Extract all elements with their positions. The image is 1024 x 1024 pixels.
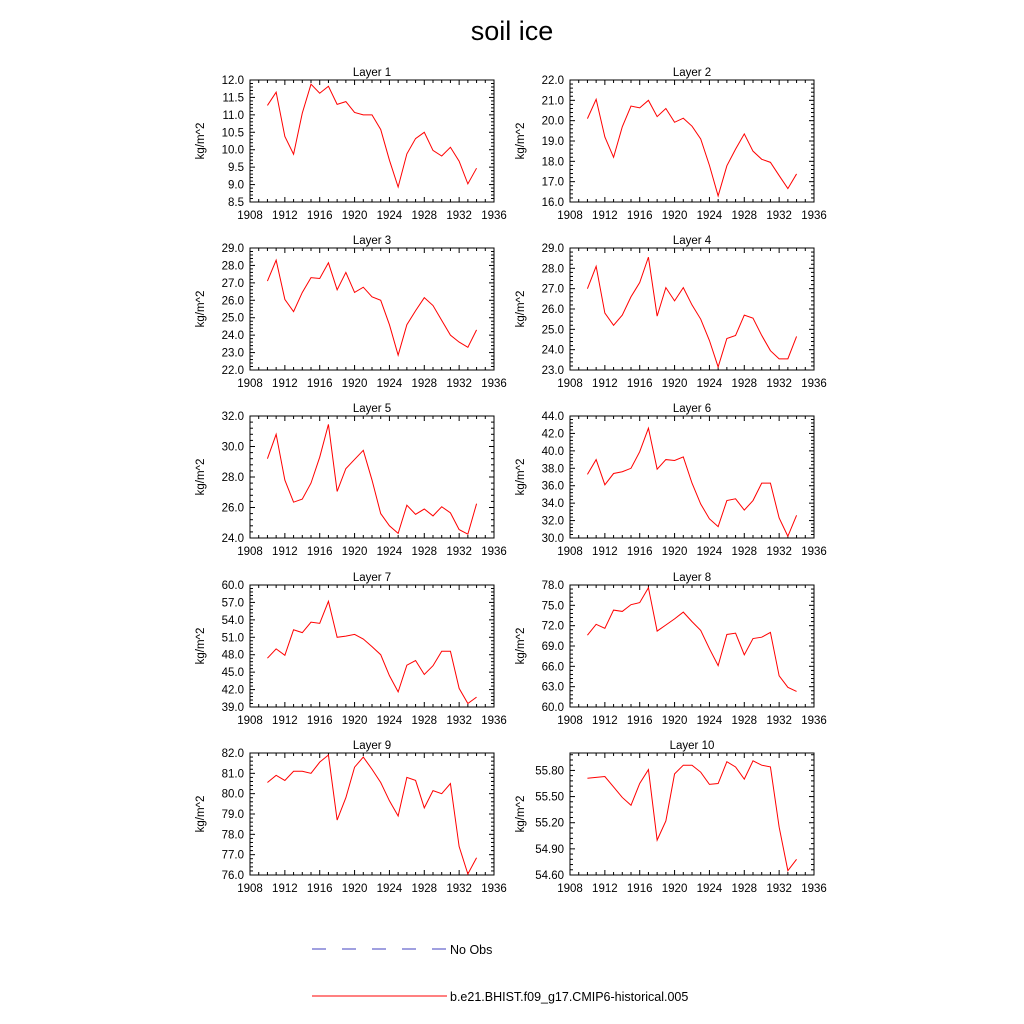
x-tick-label: 1928 bbox=[731, 546, 758, 558]
y-tick-label: 44.0 bbox=[541, 411, 564, 423]
x-tick-label: 1932 bbox=[446, 715, 472, 727]
x-tick-label: 1916 bbox=[306, 715, 333, 727]
x-tick-label: 1936 bbox=[801, 715, 827, 727]
panel-title: Layer 8 bbox=[672, 572, 712, 584]
x-tick-label: 1924 bbox=[376, 883, 403, 895]
x-tick-label: 1932 bbox=[766, 883, 792, 895]
y-tick-label: 60.0 bbox=[221, 580, 244, 592]
legend-label-no-obs: No Obs bbox=[450, 943, 493, 957]
y-tick-label: 77.0 bbox=[221, 849, 244, 862]
panel-title: Layer 10 bbox=[669, 740, 715, 752]
y-tick-label: 54.0 bbox=[221, 614, 244, 627]
y-tick-label: 60.0 bbox=[541, 702, 564, 714]
y-tick-label: 26.0 bbox=[541, 304, 564, 316]
panel-7 bbox=[195, 572, 507, 727]
x-tick-label: 1916 bbox=[626, 715, 653, 727]
panel-title: Layer 9 bbox=[352, 740, 392, 752]
x-tick-label: 1924 bbox=[696, 546, 723, 558]
x-tick-label: 1928 bbox=[411, 883, 438, 895]
y-tick-label: 32.0 bbox=[221, 411, 244, 423]
x-tick-label: 1928 bbox=[411, 378, 438, 390]
y-tick-label: 57.0 bbox=[221, 597, 244, 610]
y-tick-label: 40.0 bbox=[541, 445, 564, 458]
y-tick-label: 39.0 bbox=[221, 702, 244, 714]
y-tick-label: 17.0 bbox=[541, 176, 564, 189]
y-tick-label: 25.0 bbox=[221, 312, 244, 325]
x-tick-label: 1920 bbox=[341, 210, 368, 222]
y-tick-label: 9.5 bbox=[228, 162, 244, 175]
panel-title: Layer 2 bbox=[672, 67, 712, 79]
series-line bbox=[587, 99, 796, 196]
panel-title: Layer 5 bbox=[352, 403, 392, 415]
x-tick-label: 1908 bbox=[557, 883, 583, 895]
y-axis-label: kg/m^2 bbox=[195, 290, 207, 328]
x-tick-label: 1928 bbox=[411, 546, 438, 558]
x-tick-label: 1920 bbox=[341, 378, 368, 390]
x-tick-label: 1936 bbox=[801, 546, 827, 558]
y-tick-label: 22.0 bbox=[541, 75, 564, 87]
y-axis-label: kg/m^2 bbox=[195, 122, 207, 160]
y-tick-label: 28.0 bbox=[221, 472, 244, 484]
x-tick-label: 1916 bbox=[306, 378, 333, 390]
series-line bbox=[587, 761, 796, 871]
y-tick-label: 51.0 bbox=[221, 632, 244, 645]
x-tick-label: 1912 bbox=[272, 546, 298, 558]
panel-1 bbox=[195, 67, 507, 222]
plot-frame bbox=[570, 585, 814, 707]
y-tick-label: 18.0 bbox=[541, 156, 564, 169]
x-tick-label: 1932 bbox=[766, 715, 792, 727]
x-tick-label: 1932 bbox=[446, 378, 472, 390]
y-tick-label: 22.0 bbox=[221, 365, 244, 377]
y-tick-label: 23.0 bbox=[541, 365, 564, 377]
x-tick-label: 1928 bbox=[411, 715, 438, 727]
y-tick-label: 23.0 bbox=[221, 347, 244, 360]
x-tick-label: 1936 bbox=[481, 715, 507, 727]
x-tick-label: 1928 bbox=[731, 715, 758, 727]
y-tick-label: 26.0 bbox=[221, 502, 244, 515]
y-tick-label: 24.0 bbox=[541, 344, 564, 357]
x-tick-label: 1908 bbox=[237, 546, 263, 558]
plot-frame bbox=[250, 416, 494, 538]
y-tick-label: 63.0 bbox=[541, 681, 564, 694]
y-tick-label: 80.0 bbox=[221, 788, 244, 801]
y-tick-label: 69.0 bbox=[541, 641, 564, 653]
x-tick-label: 1924 bbox=[696, 883, 723, 895]
x-tick-label: 1936 bbox=[481, 546, 507, 558]
panel-10 bbox=[515, 740, 827, 895]
y-tick-label: 48.0 bbox=[221, 649, 244, 662]
panel-6 bbox=[515, 403, 827, 558]
x-tick-label: 1912 bbox=[272, 715, 298, 727]
x-tick-label: 1912 bbox=[592, 378, 618, 390]
x-tick-label: 1924 bbox=[376, 546, 403, 558]
y-tick-label: 26.0 bbox=[221, 295, 244, 308]
y-tick-label: 10.5 bbox=[221, 127, 244, 140]
y-tick-label: 11.0 bbox=[222, 109, 244, 122]
x-tick-label: 1936 bbox=[801, 210, 827, 222]
x-tick-label: 1912 bbox=[592, 715, 618, 727]
y-tick-label: 78.0 bbox=[221, 829, 244, 842]
series-line bbox=[587, 257, 796, 367]
x-tick-label: 1936 bbox=[481, 210, 507, 222]
x-tick-label: 1932 bbox=[446, 883, 472, 895]
x-tick-label: 1908 bbox=[237, 715, 263, 727]
plot-frame bbox=[570, 248, 814, 370]
y-tick-label: 16.0 bbox=[541, 197, 564, 209]
x-tick-label: 1912 bbox=[272, 883, 298, 895]
y-tick-label: 11.5 bbox=[222, 92, 244, 105]
y-tick-label: 38.0 bbox=[541, 463, 564, 476]
x-tick-label: 1924 bbox=[376, 715, 403, 727]
y-tick-label: 81.0 bbox=[221, 768, 244, 781]
x-tick-label: 1916 bbox=[626, 378, 653, 390]
x-tick-label: 1916 bbox=[626, 883, 653, 895]
y-tick-label: 19.0 bbox=[541, 136, 564, 148]
x-tick-label: 1916 bbox=[306, 210, 333, 222]
y-tick-label: 20.0 bbox=[541, 115, 564, 128]
x-tick-label: 1924 bbox=[376, 378, 403, 390]
y-tick-label: 76.0 bbox=[221, 870, 244, 882]
x-tick-label: 1932 bbox=[766, 378, 792, 390]
plot-frame bbox=[570, 416, 814, 538]
series-line bbox=[587, 588, 796, 692]
x-tick-label: 1908 bbox=[237, 883, 263, 895]
x-tick-label: 1924 bbox=[696, 210, 723, 222]
y-tick-label: 45.0 bbox=[221, 667, 244, 680]
series-line bbox=[267, 755, 476, 874]
series-line bbox=[267, 84, 476, 187]
x-tick-label: 1920 bbox=[661, 210, 688, 222]
y-tick-label: 27.0 bbox=[221, 277, 244, 290]
x-tick-label: 1912 bbox=[592, 883, 618, 895]
y-tick-label: 32.0 bbox=[541, 515, 564, 528]
legend-label-model: b.e21.BHIST.f09_g17.CMIP6-historical.005 bbox=[450, 990, 689, 1004]
panel-5 bbox=[195, 403, 507, 558]
panel-title: Layer 1 bbox=[352, 67, 392, 79]
chart-title: soil ice bbox=[470, 16, 554, 46]
x-tick-label: 1936 bbox=[801, 883, 827, 895]
x-tick-label: 1908 bbox=[237, 378, 263, 390]
y-tick-label: 9.0 bbox=[228, 179, 244, 192]
x-tick-label: 1908 bbox=[557, 378, 583, 390]
y-tick-label: 55.50 bbox=[535, 791, 564, 804]
y-tick-label: 25.0 bbox=[541, 324, 564, 337]
y-tick-label: 66.0 bbox=[541, 661, 564, 674]
x-tick-label: 1932 bbox=[446, 210, 472, 222]
y-tick-label: 55.80 bbox=[535, 765, 564, 778]
x-tick-label: 1928 bbox=[731, 883, 758, 895]
x-tick-label: 1916 bbox=[306, 883, 333, 895]
y-tick-label: 27.0 bbox=[541, 283, 564, 296]
panel-9 bbox=[195, 740, 507, 895]
series-line bbox=[267, 260, 476, 355]
y-tick-label: 42.0 bbox=[541, 428, 564, 441]
x-tick-label: 1932 bbox=[446, 546, 472, 558]
y-axis-label: kg/m^2 bbox=[515, 122, 527, 160]
panel-4 bbox=[515, 235, 827, 390]
y-tick-label: 28.0 bbox=[221, 260, 244, 273]
y-axis-label: kg/m^2 bbox=[195, 458, 207, 496]
y-tick-label: 36.0 bbox=[541, 480, 564, 493]
y-tick-label: 12.0 bbox=[221, 75, 244, 87]
x-tick-label: 1908 bbox=[557, 210, 583, 222]
y-tick-label: 54.60 bbox=[535, 870, 564, 882]
y-axis-label: kg/m^2 bbox=[515, 290, 527, 328]
plot-frame bbox=[250, 753, 494, 875]
y-tick-label: 8.5 bbox=[228, 197, 244, 209]
panel-title: Layer 7 bbox=[352, 572, 392, 584]
y-tick-label: 21.0 bbox=[541, 95, 564, 108]
panel-8 bbox=[515, 572, 827, 727]
y-tick-label: 30.0 bbox=[221, 441, 244, 454]
x-tick-label: 1936 bbox=[801, 378, 827, 390]
legend bbox=[312, 943, 688, 1004]
plot-frame bbox=[250, 248, 494, 370]
y-axis-label: kg/m^2 bbox=[515, 627, 527, 665]
panel-title: Layer 4 bbox=[672, 235, 712, 247]
y-tick-label: 42.0 bbox=[221, 684, 244, 697]
y-tick-label: 24.0 bbox=[221, 533, 244, 545]
y-tick-label: 29.0 bbox=[541, 243, 564, 255]
y-tick-label: 34.0 bbox=[541, 498, 564, 511]
x-tick-label: 1936 bbox=[481, 378, 507, 390]
x-tick-label: 1924 bbox=[696, 378, 723, 390]
series-line bbox=[267, 424, 476, 534]
y-tick-label: 30.0 bbox=[541, 533, 564, 545]
y-axis-label: kg/m^2 bbox=[195, 627, 207, 665]
x-tick-label: 1928 bbox=[411, 210, 438, 222]
x-tick-label: 1920 bbox=[341, 715, 368, 727]
x-tick-label: 1928 bbox=[731, 210, 758, 222]
x-tick-label: 1932 bbox=[766, 210, 792, 222]
series-line bbox=[587, 428, 796, 536]
y-tick-label: 10.0 bbox=[221, 144, 244, 157]
y-tick-label: 29.0 bbox=[221, 243, 244, 255]
x-tick-label: 1912 bbox=[272, 378, 298, 390]
x-tick-label: 1920 bbox=[341, 883, 368, 895]
x-tick-label: 1920 bbox=[661, 378, 688, 390]
x-tick-label: 1920 bbox=[661, 715, 688, 727]
y-tick-label: 79.0 bbox=[221, 809, 244, 821]
x-tick-label: 1916 bbox=[306, 546, 333, 558]
y-axis-label: kg/m^2 bbox=[515, 458, 527, 496]
x-tick-label: 1924 bbox=[376, 210, 403, 222]
x-tick-label: 1920 bbox=[341, 546, 368, 558]
panel-3 bbox=[195, 235, 507, 390]
y-tick-label: 72.0 bbox=[541, 620, 564, 633]
series-line bbox=[267, 601, 476, 703]
y-tick-label: 75.0 bbox=[541, 600, 564, 613]
x-tick-label: 1912 bbox=[592, 210, 618, 222]
y-tick-label: 28.0 bbox=[541, 263, 564, 276]
y-tick-label: 24.0 bbox=[221, 330, 244, 343]
x-tick-label: 1920 bbox=[661, 883, 688, 895]
x-tick-label: 1908 bbox=[557, 546, 583, 558]
x-tick-label: 1928 bbox=[731, 378, 758, 390]
x-tick-label: 1908 bbox=[557, 715, 583, 727]
x-tick-label: 1936 bbox=[481, 883, 507, 895]
x-tick-label: 1916 bbox=[626, 546, 653, 558]
y-tick-label: 82.0 bbox=[221, 748, 244, 760]
panel-2 bbox=[515, 67, 827, 222]
x-tick-label: 1932 bbox=[766, 546, 792, 558]
x-tick-label: 1912 bbox=[272, 210, 298, 222]
y-tick-label: 78.0 bbox=[541, 580, 564, 592]
y-tick-label: 54.90 bbox=[535, 843, 564, 856]
y-tick-label: 55.20 bbox=[535, 817, 564, 830]
x-tick-label: 1908 bbox=[237, 210, 263, 222]
panel-title: Layer 6 bbox=[672, 403, 712, 415]
x-tick-label: 1916 bbox=[626, 210, 653, 222]
x-tick-label: 1924 bbox=[696, 715, 723, 727]
x-tick-label: 1912 bbox=[592, 546, 618, 558]
y-axis-label: kg/m^2 bbox=[195, 795, 207, 833]
y-axis-label: kg/m^2 bbox=[515, 795, 527, 833]
x-tick-label: 1920 bbox=[661, 546, 688, 558]
panel-title: Layer 3 bbox=[352, 235, 392, 247]
